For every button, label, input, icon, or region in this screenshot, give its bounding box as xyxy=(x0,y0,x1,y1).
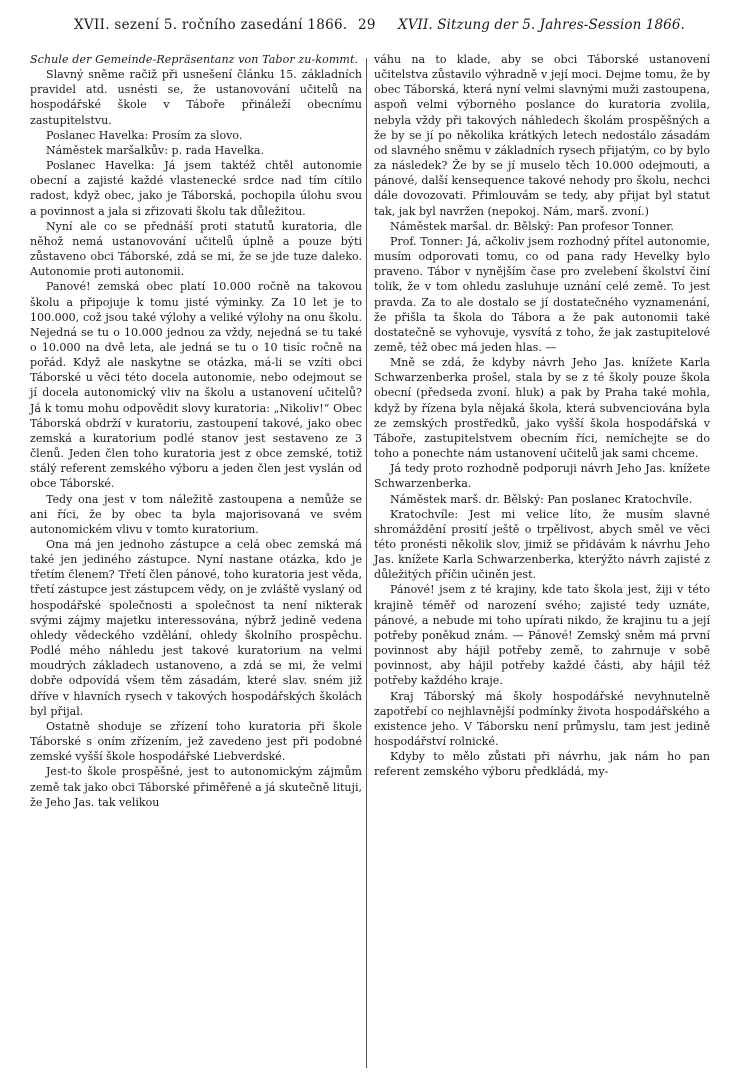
paragraph: Slavný sněme račiž při usnešení článku 15. základních pravidel atd. usnésti se, že ustanovování učitelů na hospodářské škole v Táboře přináleží obecnímu zastupitelstvu. xyxy=(30,68,362,127)
paragraph: Kraj Táborský má školy hospodářské nevyhnutelně zapotřebí co nejhlavnější podmínky života hospodářského a existence jeho. V Táborsku není průmyslu, tam jest jedině hospodářství rolnické. xyxy=(374,689,710,749)
paragraph: Náměstek marš. dr. Bělský: Pan poslanec Kratochvíle. xyxy=(390,492,693,506)
right-column xyxy=(374,52,710,780)
paragraph: Ostatně shoduje se zřízení toho kuratoria při škole Táborské s oním zřízením, jež zavedeno jest při podobné zemské vyšší škole hospodářské Liebverdské. xyxy=(30,719,362,764)
paragraph: Ona má jen jednoho zástupce a celá obec zemská má také jen jediného zástupce. Nyní nastane otázka, kdo je třetím členem? Třetí člen pánové, toho kuratoria jest věda, třetí zástupce jest zástupcem vědy, on je zvláště vyslaný od hospodářské společnosti a společnost ta není nikterak svými zájmy majetku interessována, nýbrž jedině vedena ohledy vědeckého vzdělání, ohledy školního prospěchu. Podlé mého náhledu jest takové kuratorium na velmi moudrých základech ustanoveno, a zdá se mi, že velmi dobře odpovídá všem těm zásadám, které slav. sném již dříve v hlavních rysech v takových hospodářských školách byl přijal. xyxy=(30,538,362,718)
paragraph: Panové! zemská obec platí 10.000 ročně na takovou školu a připojuje k tomu jisté výminky. Za 10 let je to 100.000, což jsou také výlohy a veliké výlohy na onu školu. Nejedná se tu o 10.000 jednou za vždy, nejedná se tu také o 10.000 na dvě leta, ale jedná se tu o 10 tisíc ročně na pořád. Když ale naskytne se otázka, má-li se vzíti obci Táborské u věci této docela autonomie, nebo odejmout se jí docela autonomický vliv na školu a ustanovení učitelů? Já k tomu mohu odpovědit slovy kuratoria: „Nikoliv!“ Obec Táborská obdrží v kuratoriu, zastoupení takové, jako obec zemská a kuratorium podlé stanov jest sestaveno ze 3 členů. Jeden člen toho kuratoria jest z obce zemské, totiž stálý referent zemského výboru a jeden člen jest vyslán od obce Táborské. xyxy=(30,280,362,491)
paragraph: Prof. Tonner: Já, ačkoliv jsem rozhodný přítel autonomie, musím odporovati tomu, co od pana rady Hevelky bylo praveno. Tábor v nynějším čase pro zvelebení školství činí tolik, že v tom ohledu zasluhuje uznání celé země. To jest pravda. Za to ale dostalo se jí dostatečného vyznamenání, že přišla ta škola do Tábora a že pak autonomii také dostatečně se vyhovuje, vysvítá z toho, že jak zastupitelové země, též obec má jeden hlas. — xyxy=(374,234,710,354)
paragraph: Mně se zdá, že kdyby návrh Jeho Jas. knížete Karla Schwarzenberka prošel, stala by se z té školy pouze škola obecní (předseda zvoní. hluk) a pak by Praha také mohla, když by řízena byla nějaká škola, která subvenciována byla ze zemských prostředků, jako vyšší škola hospodářská v Táboře, zastupitelstvem obecním říci, nemíchejte se do toho a ponechte nám ustanovení učitelů jak sami chceme. xyxy=(374,356,710,461)
text-columns xyxy=(30,52,722,1074)
paragraph: Kratochvíle: Jest mi velice líto, že musím slavné shromáždění prosití ještě o trpělivost, abych směl ve věci této pronésti několik slov, jimiž se přidávám k návrhu Jeho Jas. knížete Karla Schwarzenberka, kterýžto návrh zajisté z důležitých příčin učiněn jest. xyxy=(374,507,710,582)
page-header xyxy=(44,12,716,38)
paragraph: Poslanec Havelka: Prosím za slovo. xyxy=(46,128,243,142)
paragraph: Kdyby to mělo zůstati při návrhu, jak nám ho pan referent zemského výboru předkládá, my- xyxy=(374,750,710,779)
left-column xyxy=(30,52,362,810)
paragraph: Já tedy proto rozhodně podporuji návrh Jeho Jas. knížete Schwarzenberka. xyxy=(374,462,710,491)
paragraph: Náměstek maršalkův: p. rada Havelka. xyxy=(46,143,264,157)
paragraph: Schule der Gemeinde-Repräsentanz von Tabor zu-kommt. xyxy=(30,53,359,66)
paragraph: Poslanec Havelka: Já jsem taktéž chtěl autonomie obecní a zajisté každé vlastenecké srdce nad tím cítilo radost, když obec, jako je Táborská, pochopila úlohu svou a povinnost a jala si zřizovati školu tak důležitou. xyxy=(30,159,362,218)
header-german-title: XVII. Sitzung der 5. Jahres-Session 1866. xyxy=(398,17,685,33)
paragraph: Pánové! jsem z té krajiny, kde tato škola jest, žiji v této krajině téměř od narození svého; zajisté tedy uznáte, pánové, a nebude mi toho upírati nikdo, že krajinu tu a její potřeby poněkud znám. — Pánové! Zemský sněm má první povinnost aby hájil potřeby země, to zahrnuje v sobě povinnost, aby hájil potřeby každé části, aby hájil též potřeby každého kraje. xyxy=(374,583,710,688)
page-number: 29 xyxy=(358,17,376,33)
paragraph: váhu na to klade, aby se obci Táborské ustanovení učitelstva zůstavilo výhradně v její moci. Dejme tomu, že by obec Táborská, která nyní velmi slavnými muži zastoupena, aspoň velmi výborného poslance do kuratoria zvolila, nebyla vždy při takových náhledech školám prospěšných a že by se jí po několika krátkých letech nedostálo zásadám od slavného sněmu v základních rysech přijatým, co by bylo za následek? Že by se jí muselo těch 10.000 odejmouti, a pánové, další kensequence takové nehody pro školu, nechci dále dovozovati. Přimlouvám se tedy, aby přijat byl statut tak, jak byl navržen (nepokoj. Nám, marš. zvoní.) xyxy=(374,53,710,218)
header-czech-title: XVII. sezení 5. ročního zasedání 1866. xyxy=(74,17,348,33)
paragraph: Jest-to škole prospěšné, jest to autonomickým zájmům země tak jako obci Táborské přiměřené a já skutečně lituji, že Jeho Jas. tak velikou xyxy=(30,765,362,809)
paragraph: Nyní ale co se přednáší proti statutů kuratoria, dle něhož nemá ustanovování učitelů úplně a pouze býti zůstaveno obci Táborské, zdá se mi, že se jde tuze daleko. Autonomie proti autonomii. xyxy=(30,219,362,279)
paragraph: Tedy ona jest v tom náležitě zastoupena a nemůže se ani říci, že by obec ta byla majorisovaná ve svém autonomickém vlivu v tomto kuratorium. xyxy=(30,492,362,536)
paragraph: Náměstek maršal. dr. Bělský: Pan profesor Tonner. xyxy=(390,219,674,233)
